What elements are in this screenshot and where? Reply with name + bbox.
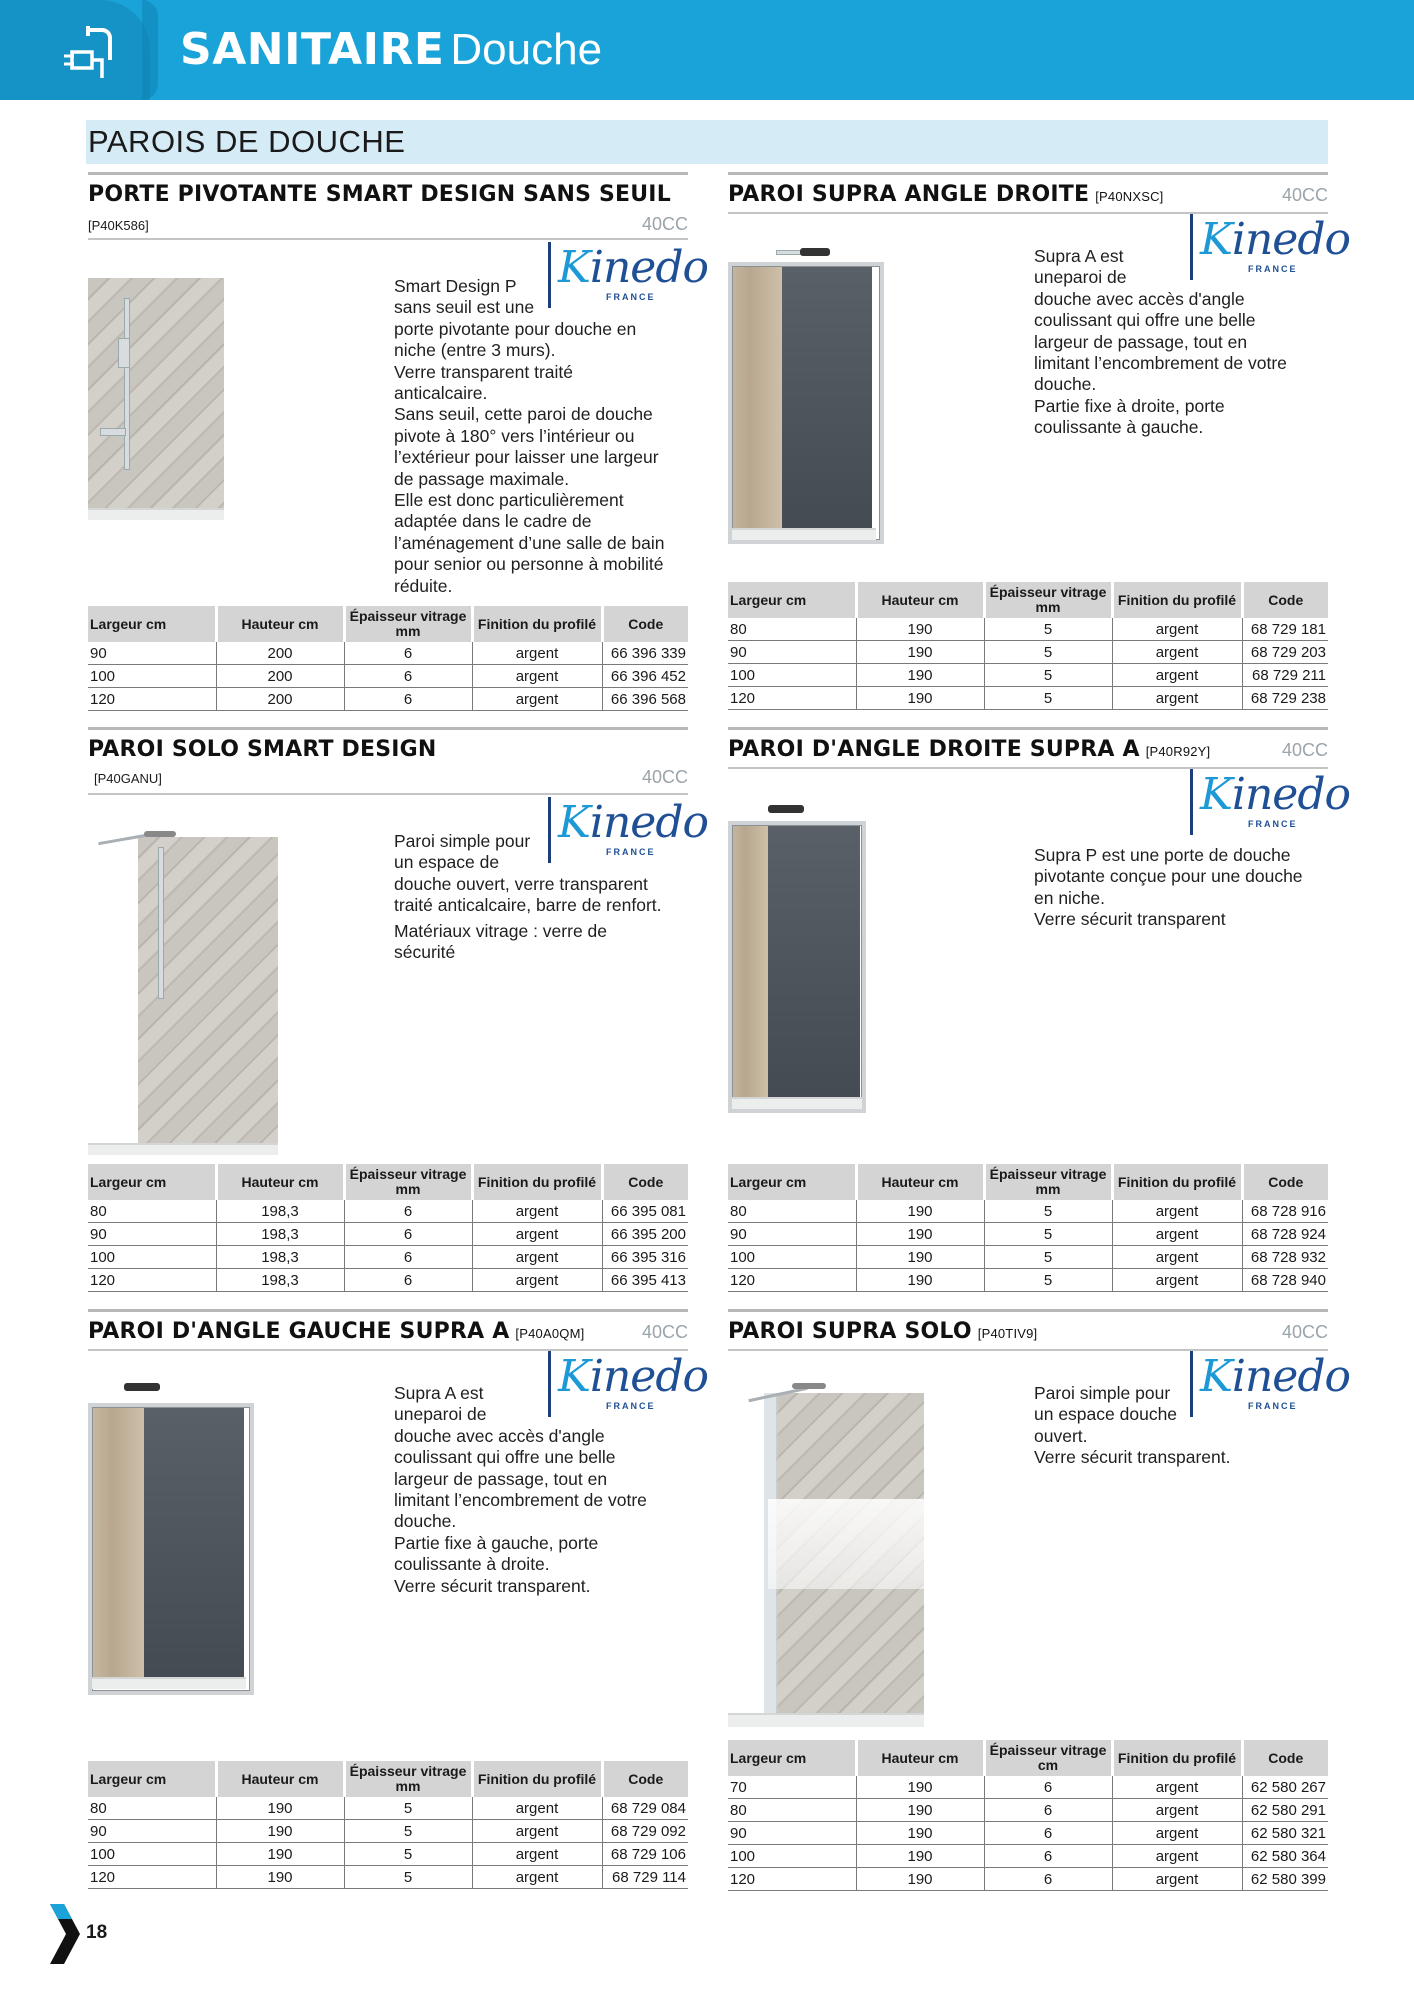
table-cell: 190	[856, 1776, 984, 1799]
table-row	[728, 1845, 1328, 1868]
table-cell: 70	[728, 1776, 856, 1799]
table-cell: 198,3	[216, 1269, 344, 1292]
product-title-text: PAROI D'ANGLE GAUCHE SUPRA A	[88, 1319, 510, 1344]
table-cell: 5	[984, 1223, 1112, 1246]
table-cell: 6	[984, 1799, 1112, 1822]
product-image	[88, 827, 278, 1153]
description-line: Sans seuil, cette paroi de douche	[394, 404, 653, 425]
product-code-40cc: 40CC	[1281, 185, 1328, 205]
product-description	[1034, 1383, 1334, 1469]
description-line: limitant l’encombrement de votre	[1034, 353, 1287, 374]
header-code: Code	[1242, 582, 1328, 618]
table-cell: 90	[88, 642, 216, 665]
table-cell: 198,3	[216, 1246, 344, 1269]
spec-table	[88, 606, 688, 711]
table-cell: argent	[1112, 1269, 1242, 1292]
table-cell: 190	[856, 1799, 984, 1822]
product-image	[728, 1379, 928, 1725]
table-row	[728, 687, 1328, 710]
table-cell: 90	[88, 1820, 216, 1843]
description-line: largeur de passage, tout en	[1034, 331, 1248, 352]
table-cell: 80	[728, 618, 856, 641]
table-cell: 6	[984, 1776, 1112, 1799]
divider	[88, 238, 688, 240]
table-cell: 80	[728, 1200, 856, 1223]
table-cell: 6	[984, 1845, 1112, 1868]
table-cell: argent	[472, 1269, 602, 1292]
description-line: sans seuil est une	[394, 297, 535, 318]
table-cell: 6	[344, 665, 472, 688]
product-description	[394, 1383, 694, 1597]
product-title	[728, 737, 1210, 762]
description-line: douche ouvert, verre transparent	[394, 873, 648, 894]
table-cell: 100	[88, 1843, 216, 1866]
kinedo-wordmark: Kinedo	[1200, 214, 1350, 265]
table-cell: argent	[472, 1223, 602, 1246]
table-cell: 90	[728, 641, 856, 664]
divider	[728, 172, 1328, 175]
product-description-materials	[394, 921, 694, 964]
spec-table	[88, 1761, 688, 1889]
table-cell: 90	[728, 1223, 856, 1246]
description-line: pivotante conçue pour une douche	[1034, 866, 1303, 887]
product-title: PAROI SOLO SMART DESIGN	[88, 737, 437, 762]
table-cell: 120	[88, 1269, 216, 1292]
product-code-40cc: 40CC	[641, 767, 688, 787]
product-title	[88, 1319, 584, 1344]
table-row	[88, 665, 688, 688]
table-cell: 6	[984, 1868, 1112, 1891]
table-cell: 62 580 267	[1242, 1776, 1328, 1799]
description-line: coulissant qui offre une belle	[394, 1447, 616, 1468]
table-cell: argent	[472, 688, 602, 711]
description-line: un espace de	[394, 852, 500, 873]
table-cell: 6	[344, 1200, 472, 1223]
header-code: Code	[602, 606, 688, 642]
header-epaisseur: Épaisseur vitrage mm	[344, 1761, 472, 1797]
product-ref: [P40A0QM]	[515, 1326, 585, 1341]
product-ref: [P40TIV9]	[977, 1326, 1038, 1341]
table-header-row	[728, 1740, 1328, 1776]
description-line: Paroi simple pour	[1034, 1383, 1171, 1403]
table-cell: 90	[728, 1822, 856, 1845]
table-cell: 120	[728, 687, 856, 710]
table-cell: 190	[856, 1868, 984, 1891]
page-number: 18	[86, 1922, 108, 1943]
header-epaisseur: Épaisseur vitrage mm	[344, 606, 472, 642]
table-row	[88, 1820, 688, 1843]
description-line: coulissant qui offre une belle	[1034, 310, 1256, 331]
product-image	[88, 1381, 254, 1693]
table-row	[88, 642, 688, 665]
product-title: PORTE PIVOTANTE SMART DESIGN SANS SEUIL	[88, 182, 671, 207]
header-largeur: Largeur cm	[728, 1740, 856, 1776]
table-cell: 190	[216, 1797, 344, 1820]
table-cell: 68 729 238	[1242, 687, 1328, 710]
product-image	[728, 248, 884, 544]
table-cell: 200	[216, 665, 344, 688]
table-cell: 66 395 316	[602, 1246, 688, 1269]
product-code-40cc: 40CC	[1281, 1322, 1328, 1342]
description-line: porte pivotante pour douche en	[394, 318, 637, 339]
header-finition: Finition du profilé	[472, 1164, 602, 1200]
header-hauteur: Hauteur cm	[856, 582, 984, 618]
table-cell: argent	[1112, 1868, 1242, 1891]
header-code: Code	[1242, 1164, 1328, 1200]
table-cell: 66 395 413	[602, 1269, 688, 1292]
table-cell: argent	[472, 1820, 602, 1843]
table-header-row	[88, 1164, 688, 1200]
description-line: Verre sécurit transparent	[1034, 909, 1226, 930]
table-cell: argent	[472, 1843, 602, 1866]
table-cell: 5	[984, 1269, 1112, 1292]
spec-table	[728, 582, 1328, 710]
table-cell: 190	[216, 1843, 344, 1866]
header-hauteur: Hauteur cm	[216, 606, 344, 642]
description-line: uneparoi de	[394, 1404, 487, 1425]
table-cell: 120	[88, 688, 216, 711]
table-cell: argent	[1112, 664, 1242, 687]
table-cell: 190	[856, 1845, 984, 1868]
faucet-icon	[58, 22, 118, 82]
product-description	[1034, 246, 1334, 439]
table-cell: 68 729 181	[1242, 618, 1328, 641]
header-epaisseur: Épaisseur vitrage cm	[984, 1740, 1112, 1776]
description-line: Elle est donc particulièrement	[394, 490, 624, 511]
table-cell: 5	[984, 687, 1112, 710]
table-header-row	[728, 1164, 1328, 1200]
table-cell: 190	[856, 618, 984, 641]
kinedo-wordmark: Kinedo	[558, 1351, 708, 1402]
description-line: niche (entre 3 murs).	[394, 340, 556, 361]
table-row	[728, 1223, 1328, 1246]
table-row	[728, 1269, 1328, 1292]
kinedo-wordmark: Kinedo	[1200, 769, 1350, 820]
table-cell: 5	[984, 1246, 1112, 1269]
header-largeur: Largeur cm	[88, 606, 216, 642]
table-cell: 100	[728, 1845, 856, 1868]
header-largeur: Largeur cm	[728, 582, 856, 618]
description-line: l’aménagement d’une salle de bain	[394, 532, 665, 553]
divider	[728, 727, 1328, 730]
table-cell: 5	[344, 1866, 472, 1889]
header-code: Code	[602, 1164, 688, 1200]
table-cell: 5	[344, 1797, 472, 1820]
section-title: PAROIS DE DOUCHE	[88, 124, 406, 159]
table-cell: 6	[984, 1822, 1112, 1845]
table-cell: argent	[472, 665, 602, 688]
product-description	[394, 831, 694, 917]
table-cell: 100	[728, 1246, 856, 1269]
product-title-text: PAROI SUPRA SOLO	[728, 1319, 972, 1344]
header-code: Code	[602, 1761, 688, 1797]
description-line: Smart Design P	[394, 276, 517, 296]
table-cell: 68 729 106	[602, 1843, 688, 1866]
product-code-40cc: 40CC	[641, 214, 688, 234]
table-cell: 66 396 568	[602, 688, 688, 711]
table-cell: 68 729 211	[1242, 664, 1328, 687]
table-row	[728, 664, 1328, 687]
header-hauteur: Hauteur cm	[216, 1164, 344, 1200]
table-cell: 68 728 940	[1242, 1269, 1328, 1292]
description-line: réduite.	[394, 575, 453, 596]
table-cell: argent	[1112, 1845, 1242, 1868]
header-largeur: Largeur cm	[88, 1164, 216, 1200]
kinedo-logo: Kinedo FRANCE	[548, 242, 688, 308]
product-description	[394, 276, 694, 597]
spec-table	[728, 1164, 1328, 1292]
table-row	[88, 688, 688, 711]
description-line: uneparoi de	[1034, 267, 1127, 288]
description-line: Matériaux vitrage : verre de	[394, 921, 608, 941]
product-code-40cc: 40CC	[641, 1322, 688, 1342]
table-cell: 6	[344, 1223, 472, 1246]
table-cell: argent	[1112, 618, 1242, 641]
product-ref: [P40R92Y]	[1145, 744, 1211, 759]
description-line: ouvert.	[1034, 1425, 1088, 1446]
header-finition: Finition du profilé	[1112, 1164, 1242, 1200]
table-cell: 5	[344, 1820, 472, 1843]
table-cell: 100	[88, 1246, 216, 1269]
table-cell: argent	[1112, 687, 1242, 710]
table-cell: 190	[856, 1246, 984, 1269]
table-cell: argent	[472, 642, 602, 665]
table-cell: 190	[856, 1822, 984, 1845]
description-line: un espace douche	[1034, 1404, 1178, 1425]
kinedo-wordmark: Kinedo	[558, 242, 708, 293]
header-epaisseur: Épaisseur vitrage mm	[984, 1164, 1112, 1200]
kinedo-logo: Kinedo FRANCE	[1190, 214, 1330, 280]
header-finition: Finition du profilé	[1112, 1740, 1242, 1776]
header-hauteur: Hauteur cm	[856, 1740, 984, 1776]
table-cell: argent	[1112, 1799, 1242, 1822]
divider	[88, 1309, 688, 1312]
kinedo-logo: Kinedo FRANCE	[548, 1351, 688, 1417]
table-row	[88, 1269, 688, 1292]
table-cell: 80	[88, 1797, 216, 1820]
product-ref: [P40NXSC]	[1095, 189, 1164, 204]
table-cell: argent	[472, 1866, 602, 1889]
table-cell: argent	[1112, 641, 1242, 664]
header-finition: Finition du profilé	[1112, 582, 1242, 618]
table-row	[88, 1866, 688, 1889]
divider	[88, 172, 688, 175]
description-line: en niche.	[1034, 887, 1106, 908]
description-line: l’extérieur pour laisser une largeur	[394, 447, 659, 468]
description-line: anticalcaire.	[394, 383, 488, 404]
description-line: sécurité	[394, 942, 456, 963]
table-row	[88, 1246, 688, 1269]
table-row	[728, 641, 1328, 664]
table-cell: argent	[1112, 1200, 1242, 1223]
table-cell: 100	[728, 664, 856, 687]
product-image	[88, 278, 224, 518]
table-cell: 90	[88, 1223, 216, 1246]
spec-table	[728, 1740, 1328, 1891]
description-line: Partie fixe à droite, porte	[1034, 395, 1225, 416]
table-cell: 120	[88, 1866, 216, 1889]
product-title-text: PAROI D'ANGLE DROITE SUPRA A	[728, 737, 1140, 762]
table-cell: 80	[88, 1200, 216, 1223]
description-line: pour senior ou personne à mobilité	[394, 554, 664, 575]
kinedo-logo: Kinedo FRANCE	[1190, 769, 1330, 835]
description-line: douche avec accès d'angle	[1034, 288, 1245, 309]
header-code: Code	[1242, 1740, 1328, 1776]
table-cell: 190	[216, 1820, 344, 1843]
table-row	[728, 1799, 1328, 1822]
table-row	[728, 1822, 1328, 1845]
header-hauteur: Hauteur cm	[856, 1164, 984, 1200]
table-cell: argent	[1112, 1223, 1242, 1246]
description-line: coulissante à gauche.	[1034, 417, 1204, 438]
table-row	[728, 1200, 1328, 1223]
table-cell: 198,3	[216, 1223, 344, 1246]
table-cell: 190	[856, 641, 984, 664]
page-header	[0, 0, 1414, 100]
table-cell: 66 396 452	[602, 665, 688, 688]
header-title-light: Douche	[450, 25, 603, 74]
description-line: Partie fixe à gauche, porte	[394, 1532, 599, 1553]
description-line: limitant l’encombrement de votre	[394, 1490, 647, 1511]
description-line: douche.	[1034, 374, 1097, 395]
table-cell: 190	[856, 687, 984, 710]
table-cell: 200	[216, 642, 344, 665]
table-cell: 68 729 114	[602, 1866, 688, 1889]
table-header-row	[88, 1761, 688, 1797]
table-row	[88, 1200, 688, 1223]
description-line: largeur de passage, tout en	[394, 1468, 608, 1489]
table-header-row	[728, 582, 1328, 618]
product-ref: [P40K586]	[88, 218, 149, 233]
table-cell: 120	[728, 1868, 856, 1891]
divider	[88, 727, 688, 730]
table-cell: 66 395 200	[602, 1223, 688, 1246]
product-description	[1034, 845, 1334, 931]
table-row	[88, 1223, 688, 1246]
divider	[728, 1309, 1328, 1312]
page-marker-chevron	[50, 1904, 80, 1964]
table-cell: 6	[344, 642, 472, 665]
table-cell: argent	[1112, 1246, 1242, 1269]
header-epaisseur: Épaisseur vitrage mm	[344, 1164, 472, 1200]
table-cell: 66 395 081	[602, 1200, 688, 1223]
header-hauteur: Hauteur cm	[216, 1761, 344, 1797]
header-finition: Finition du profilé	[472, 1761, 602, 1797]
table-cell: 62 580 364	[1242, 1845, 1328, 1868]
table-cell: 198,3	[216, 1200, 344, 1223]
description-line: Supra A est	[394, 1383, 484, 1403]
table-row	[728, 1868, 1328, 1891]
table-cell: 190	[856, 664, 984, 687]
divider	[88, 793, 688, 795]
table-cell: 62 580 291	[1242, 1799, 1328, 1822]
table-row	[728, 618, 1328, 641]
product-image	[728, 803, 868, 1117]
spec-table	[88, 1164, 688, 1292]
table-cell: 68 729 084	[602, 1797, 688, 1820]
description-line: adaptée dans le cadre de	[394, 511, 592, 532]
table-cell: argent	[472, 1246, 602, 1269]
table-cell: argent	[472, 1797, 602, 1820]
table-cell: 190	[856, 1269, 984, 1292]
description-line: douche avec accès d'angle	[394, 1425, 605, 1446]
description-line: douche.	[394, 1511, 457, 1532]
product-title	[728, 1319, 1037, 1344]
product-title	[728, 182, 1164, 207]
table-cell: 5	[984, 618, 1112, 641]
table-cell: 190	[856, 1200, 984, 1223]
description-line: Verre sécurit transparent.	[394, 1575, 591, 1596]
description-line: coulissante à droite.	[394, 1554, 550, 1575]
description-line: Paroi simple pour	[394, 831, 531, 851]
product-title-text: PAROI SUPRA ANGLE DROITE	[728, 182, 1090, 207]
table-cell: 6	[344, 688, 472, 711]
table-cell: argent	[1112, 1776, 1242, 1799]
table-cell: 62 580 321	[1242, 1822, 1328, 1845]
description-line: traité anticalcaire, barre de renfort.	[394, 895, 662, 916]
table-cell: argent	[1112, 1822, 1242, 1845]
header-epaisseur: Épaisseur vitrage mm	[984, 582, 1112, 618]
table-cell: argent	[472, 1200, 602, 1223]
table-cell: 68 728 924	[1242, 1223, 1328, 1246]
table-cell: 5	[984, 641, 1112, 664]
table-cell: 100	[88, 665, 216, 688]
kinedo-logo: Kinedo FRANCE	[1190, 1351, 1330, 1417]
table-cell: 6	[344, 1269, 472, 1292]
header-title-bold: SANITAIRE	[180, 24, 445, 75]
table-cell: 62 580 399	[1242, 1868, 1328, 1891]
kinedo-wordmark: Kinedo	[558, 797, 708, 848]
header-largeur: Largeur cm	[88, 1761, 216, 1797]
header-finition: Finition du profilé	[472, 606, 602, 642]
table-cell: 5	[984, 1200, 1112, 1223]
table-header-row	[88, 606, 688, 642]
table-cell: 200	[216, 688, 344, 711]
table-cell: 6	[344, 1246, 472, 1269]
table-row	[728, 1246, 1328, 1269]
table-cell: 190	[216, 1866, 344, 1889]
table-cell: 190	[856, 1223, 984, 1246]
table-cell: 68 728 932	[1242, 1246, 1328, 1269]
kinedo-wordmark: Kinedo	[1200, 1351, 1350, 1402]
product-code-40cc: 40CC	[1281, 740, 1328, 760]
table-row	[88, 1843, 688, 1866]
table-cell: 5	[344, 1843, 472, 1866]
kinedo-logo: Kinedo FRANCE	[548, 797, 688, 863]
description-line: pivote à 180° vers l’intérieur ou	[394, 425, 635, 446]
table-cell: 5	[984, 664, 1112, 687]
table-cell: 68 729 203	[1242, 641, 1328, 664]
description-line: Verre sécurit transparent.	[1034, 1447, 1231, 1468]
table-cell: 66 396 339	[602, 642, 688, 665]
product-ref: [P40GANU]	[94, 771, 162, 786]
description-line: Supra A est	[1034, 246, 1124, 266]
description-line: Supra P est une porte de douche	[1034, 845, 1291, 865]
table-cell: 68 729 092	[602, 1820, 688, 1843]
header-largeur: Largeur cm	[728, 1164, 856, 1200]
description-line: de passage maximale.	[394, 468, 570, 489]
header-title	[180, 24, 602, 75]
table-cell: 120	[728, 1269, 856, 1292]
table-cell: 80	[728, 1799, 856, 1822]
table-row	[728, 1776, 1328, 1799]
table-cell: 68 728 916	[1242, 1200, 1328, 1223]
table-row	[88, 1797, 688, 1820]
description-line: Verre transparent traité	[394, 361, 573, 382]
